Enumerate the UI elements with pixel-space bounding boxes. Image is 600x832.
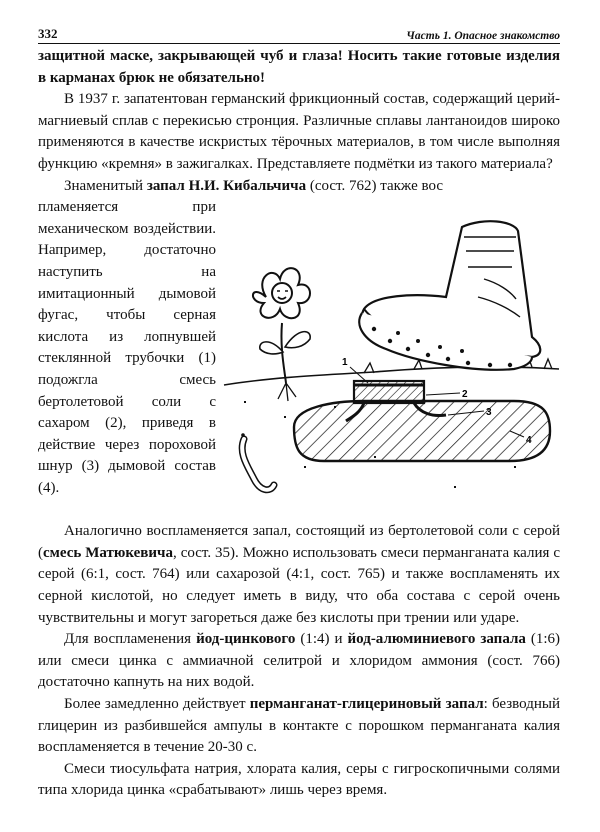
label-1: 1 [342, 357, 348, 369]
page-header [38, 22, 560, 44]
figure-block [38, 197, 560, 521]
body-text [38, 46, 560, 802]
paragraph-3-body: пламеняется при механическом воздействии. Например, достаточно наступить на имитационный дымовой фугас, чтобы серная кислота из лопнувшей стеклянной трубочки (1) подожгла смесь бертолетовой соли с сахаром (2), приведя в действие через пороховой шнур (3) дымовой состав (4). [38, 199, 216, 496]
p4-bold-term: смесь Матюкевича [43, 544, 173, 561]
p6-a: Более замедленно действует [64, 695, 246, 712]
label-4: 4 [526, 435, 532, 447]
paragraph-1: защитной маске, закрывающей чуб и глаза! Носить такие готовые изделия в карманах брюк не обязательно! [38, 48, 560, 86]
paragraph-4 [38, 521, 560, 629]
paragraph-7: Смеси тиосульфата натрия, хлората калия, серы с гигроскопичными солями типа хлорида цинка «срабатывают» лишь через время. [38, 760, 560, 799]
p4-b: , сост. 35). Можно использовать смеси перманганата калия с серой (6:1, сост. 764) или сахарозой (4:1, сост. 765) и также воспламенять их серной кислотой, но следует иметь в виду, что оба состава с серой очень чувствительны и могут загореться даже без кислоты при трении или ударе. [38, 544, 560, 626]
p6-bold-term: перманганат-глицериновый запал [249, 695, 484, 712]
illustration-svg [214, 217, 562, 517]
book-page [38, 22, 560, 802]
flower-drawing [253, 268, 310, 401]
p3-bold-term: запал Н.И. Кибальчича [146, 177, 307, 194]
p5-b: (1:4) и [300, 631, 343, 648]
p5-c: (1:6) или смеси цинка с аммиачной селитрой и хлоридом аммония (сост. 766) достаточно капнуть на них водой. [38, 631, 561, 691]
paragraph-5 [38, 629, 560, 694]
p3-rest: (сост. 762) также вос [309, 177, 443, 194]
p5-a: Для воспламенения [64, 631, 192, 648]
p3-start: Знаменитый [64, 177, 144, 194]
boot-drawing [359, 221, 540, 370]
worm-drawing [241, 433, 274, 490]
running-title: Часть 1. Опасное знакомство [406, 30, 560, 42]
paragraph-2: В 1937 г. запатентован германский фрикционный состав, содержащий церий-магниевый сплав с перекисью стронция. Различные сплавы лантаноидов широко применяются в качестве искристых тёрочных материалов, в том числе выполняя функцию «кремня» в зажигалках. Представляете подмётки из такого материала? [38, 91, 560, 172]
page-number: 332 [38, 26, 58, 41]
smoke-charge [294, 367, 550, 461]
paragraph-3-lead [38, 176, 560, 198]
leader-2 [426, 393, 460, 395]
p5-bold-term-2: йод-алюминиевого запала [347, 631, 526, 648]
p6-b: : безводный глицерин из разбившейся ампулы в контакте с порошком перманганата калия воспламеняется в течение 20-30 с. [38, 695, 560, 756]
p5-bold-term-1: йод-цинкового [196, 631, 296, 648]
label-3: 3 [486, 407, 492, 419]
label-2: 2 [462, 389, 468, 401]
p4-a: Аналогично воспламеняется запал, состоящий из бертолетовой соли с серой ( [38, 523, 560, 561]
figure-wrap-text [38, 197, 216, 499]
boot-fuse-illustration [214, 217, 562, 517]
paragraph-6 [38, 694, 560, 759]
